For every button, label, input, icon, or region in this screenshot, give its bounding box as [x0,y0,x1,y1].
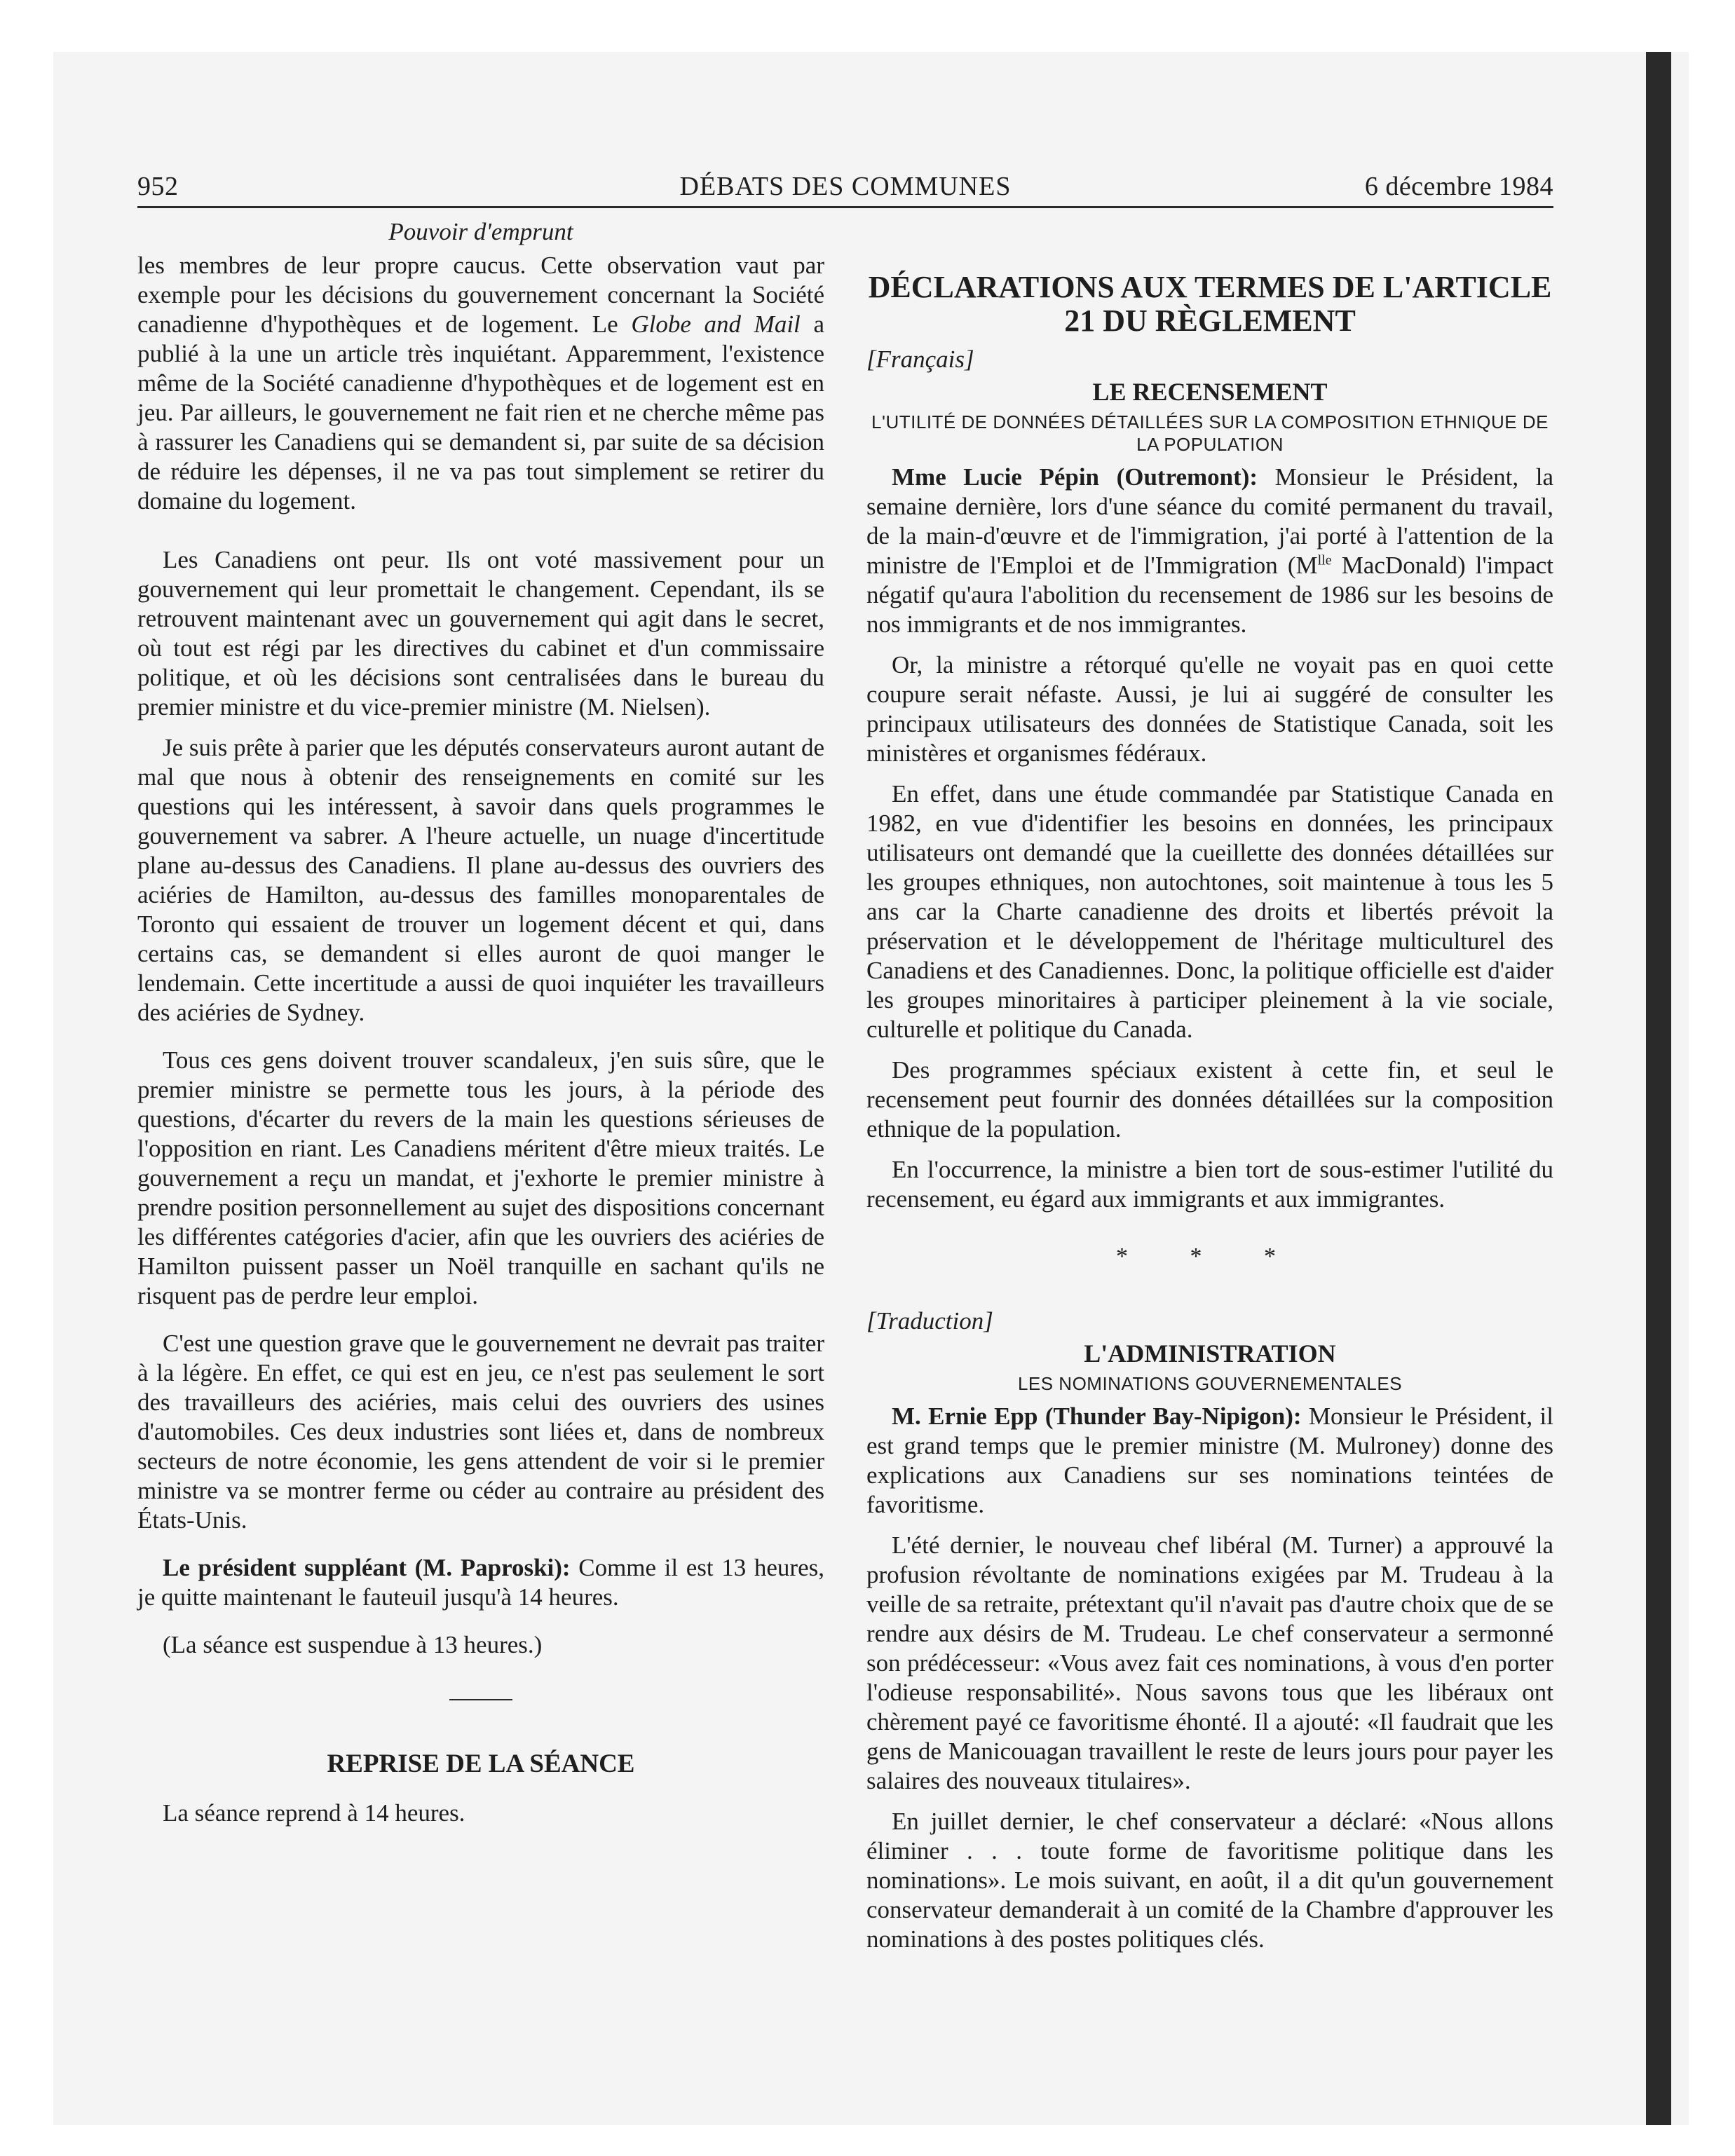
paragraph-1 [137,251,824,516]
paragraph-1-text-a: les membres de leur propre caucus. Cette observation vaut par exemple pour les décisions du gouvernement concernant la Société canadienne d'hypothèques et de logement. Le [137,252,824,338]
speaker-name: M. Ernie Epp (Thunder Bay-Nipigon): [892,1403,1302,1430]
section-1-title: LE RECENSEMENT [1092,378,1328,406]
resumption-heading: REPRISE DE LA SÉANCE [327,1749,635,1778]
s1-paragraph-4: Des programmes spéciaux existent à cette fin, et seul le recensement peut fournir des données détaillées sur la composition ethnique de la population. [866,1056,1553,1142]
paragraph-5: C'est une question grave que le gouvernement ne devrait pas traiter à la légère. En effet, ce qui est en jeu, ce n'est pas seulement le sort des travailleurs des aciéries, mais celui des ouvriers des usines d'automobiles. Ces deux industries sont liées et, dans de nombreux secteurs de notre économie, les gens attendent de voir si le premier ministre va se montrer ferme ou céder au contraire au président des États-Unis. [137,1330,824,1534]
paragraph-6 [137,1553,824,1612]
speaker-name: Le président suppléant (M. Paproski): [163,1554,571,1581]
header-rule [137,206,1553,208]
paragraph-8: La séance reprend à 14 heures. [163,1799,465,1827]
running-header [137,171,1553,207]
page-number: 952 [137,172,179,201]
paragraph-2: Les Canadiens ont peur. Ils ont voté massivement pour un gouvernement qui leur promettait le changement. Cependant, ils se retrouvent maintenant avec un gouvernement qui agit dans le secret, où tout est régi par les directives du cabinet et d'un commissaire politique, et où les décisions sont centralisées dans le bureau du premier ministre et du vice-premier ministre (M. Nielsen). [137,546,824,721]
s1-paragraph-1-text-b: MacDonald) l'impact négatif qu'aura l'abolition du recensement de 1986 sur les besoins de nos immigrants et de nos immigrantes. [866,552,1553,638]
s1-paragraph-3: En effet, dans une étude commandée par Statistique Canada en 1982, en vue d'identifier les besoins en données, les principaux utilisateurs ont demandé que la cueillette des données détaillées sur les groupes ethniques, non autochtones, soit maintenue à tous les 5 ans car la Charte canadienne des droits et libertés prévoit la préservation et le développement de l'héritage multiculturel des Canadiens et des Canadiennes. Donc, la politique officielle est d'aider les groupes minoritaires à participer pleinement à la vie sociale, culturelle et politique du Canada. [866,780,1553,1043]
main-heading: DÉCLARATIONS AUX TERMES DE L'ARTICLE 21 DU RÈGLEMENT [868,270,1552,338]
issue-date: 6 décembre 1984 [1364,172,1553,201]
s2-paragraph-1-text: Monsieur le Président, il est grand temps que le premier ministre (M. Mulroney) donne des explications aux Canadiens sur ses nominations teintées de favoritisme. [866,1403,1553,1518]
paragraph-4: Tous ces gens doivent trouver scandaleux, j'en suis sûre, que le premier ministre se permette tous les jours, à la période des questions, d'écarter du revers de la main les questions sérieuses de l'opposition en riant. Les Canadiens méritent d'être mieux traités. Le gouvernement a reçu un mandat, et j'exhorte le premier ministre à prendre position personnellement au sujet des dispositions concernant les différentes catégories d'acier, afin que les ouvriers des aciéries de Hamilton puissent passer un Noël tranquille en sachant qu'ils ne risquent pas de perdre leur emploi. [137,1046,824,1309]
s1-paragraph-2: Or, la ministre a rétorqué qu'elle ne voyait pas en quoi cette coupure serait néfaste. Aussi, je lui ai suggéré de consulter les principaux utilisateurs des données de Statistique Canada, soit les ministères et organismes fédéraux. [866,651,1553,767]
paragraph-3: Je suis prête à parier que les députés conservateurs auront autant de mal que nous à obtenir des renseignements en comité sur les questions qui les intéressent, à savoir dans quels programmes le gouvernement va sabrer. A l'heure actuelle, un nuage d'incertitude plane au-dessus des Canadiens. Il plane au-dessus des ouvriers des aciéries de Hamilton, au-dessus des familles monoparentales de Toronto qui essaient de trouver un logement décent et qui, dans certains cas, se demandent si elles auront de quoi manger le lendemain. Cette incertitude a aussi de quoi inquiéter les travailleurs des aciéries de Sydney. [137,734,824,1026]
section-2-title: L'ADMINISTRATION [1084,1339,1336,1367]
section-2-subtitle: LES NOMINATIONS GOUVERNEMENTALES [1017,1373,1403,1394]
scan-edge-bar [1646,52,1671,2125]
left-column [137,217,824,1839]
s1-paragraph-1-text-a: Monsieur le Président, la semaine dernière, lors d'une séance du comité permanent du travail, de la main-d'œuvre et de l'immigration, j'ai porté à l'attention de la ministre de l'Emploi et de l'Immigration (M [866,463,1553,579]
topic-header: Pouvoir d'emprunt [388,218,573,245]
s2-paragraph-3: En juillet dernier, le chef conservateur a déclaré: «Nous allons éliminer . . . toute forme de favoritisme politique dans les nominations». Le mois suivant, en août, il a dit qu'un gouvernement conservateur demanderait à un comité de la Chambre d'approuver les nominations à des postes politiques clés. [866,1808,1553,1953]
speaker-name: Mme Lucie Pépin (Outremont): [892,463,1258,491]
paragraph-7: (La séance est suspendue à 13 heures.) [163,1631,543,1658]
superscript: lle [1317,552,1332,568]
paragraph-6-text: Comme il est 13 heures, je quitte maintenant le fauteuil jusqu'à 14 heures. [137,1554,824,1611]
language-tag-french: [Français] [866,346,974,373]
publication-title: DÉBATS DES COMMUNES [679,172,1012,201]
section-1-subtitle: L'UTILITÉ DE DONNÉES DÉTAILLÉES SUR LA COMPOSITION ETHNIQUE DE LA POPULATION [871,411,1549,455]
s1-paragraph-1 [866,463,1553,639]
paragraph-1-text-b: a publié à la une un article très inquiétant. Apparemment, l'existence même de la Société canadienne d'hypothèques et de logement est en jeu. Par ailleurs, le gouvernement ne fait rien et ne cherche même pas à rassurer les Canadiens qui se demandent si, par suite de sa décision de réduire les dépenses, il ne va pas tout simplement se retirer du domaine du logement. [137,311,824,514]
right-column [866,217,1553,1965]
section-separator: * * * [1116,1243,1304,1269]
s2-paragraph-2: L'été dernier, le nouveau chef libéral (M. Turner) a approuvé la profusion révoltante de nominations exigées par M. Trudeau à la veille de sa retraite, prétextant qu'il n'avait pas d'autre choix que de se rendre aux désirs de M. Trudeau. Le chef conservateur a sermonné son prédécesseur: «Vous avez fait ces nominations, à vous d'en porter l'odieuse responsabilité». Nous savons tous que les libéraux ont chèrement payé ce favoritisme éhonté. Il a ajouté: «Il faudrait que les gens de Manicouagan travaillent le reste de leurs jours pour payer les salaires des nouveaux titulaires». [866,1531,1553,1794]
language-tag-translation: [Traduction] [866,1307,993,1335]
s2-paragraph-1 [866,1402,1553,1520]
newspaper-title: Globe and Mail [631,311,801,338]
s1-paragraph-5: En l'occurrence, la ministre a bien tort de sous-estimer l'utilité du recensement, eu égard aux immigrants et aux immigrantes. [866,1156,1553,1213]
section-divider [449,1699,512,1700]
